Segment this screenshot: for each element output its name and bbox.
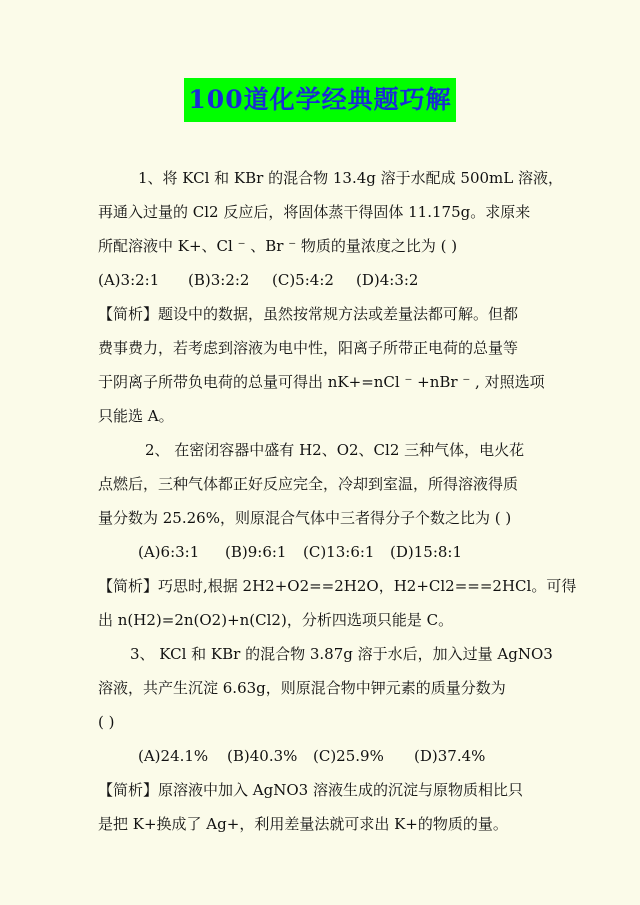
q2-analysis-line-1: 【简析】巧思时,根据 2H2+O2==2H2O，H2+Cl2===2HCl。可得	[98, 577, 577, 595]
q2-line-3: 量分数为 25.26%，则原混合气体中三者得分子个数之比为 ( )	[98, 509, 512, 527]
q3-line-3: ( )	[98, 713, 115, 731]
q1-option-c: (C)5:4:2	[272, 271, 334, 289]
q1-analysis-line-3: 于阴离子所带负电荷的总量可得出 nK+=nCl ⁻ +nBr ⁻ , 对照选项	[98, 373, 545, 391]
title-container	[0, 78, 640, 122]
q3-option-d: (D)37.4%	[414, 747, 486, 765]
q3-option-a: (A)24.1%	[138, 747, 209, 765]
q2-option-a: (A)6:3:1	[138, 543, 200, 561]
q1-option-d: (D)4:3:2	[356, 271, 419, 289]
q1-line-2: 再通入过量的 Cl2 反应后，将固体蒸干得固体 11.175g。求原来	[98, 203, 531, 221]
q3-option-c: (C)25.9%	[313, 747, 384, 765]
q2-option-d: (D)15:8:1	[390, 543, 463, 561]
q1-analysis-line-4: 只能选 A。	[98, 407, 174, 425]
q2-option-b: (B)9:6:1	[225, 543, 287, 561]
q2-analysis-line-2: 出 n(H2)=2n(O2)+n(Cl2)，分析四选项只能是 C。	[98, 611, 454, 629]
q3-analysis-line-1: 【简析】原溶液中加入 AgNO3 溶液生成的沉淀与原物质相比只	[98, 781, 523, 799]
q2-option-c: (C)13:6:1	[303, 543, 375, 561]
q1-option-b: (B)3:2:2	[188, 271, 250, 289]
q1-analysis-line-1: 【简析】题设中的数据，虽然按常规方法或差量法都可解。但都	[98, 305, 519, 323]
q3-option-b: (B)40.3%	[227, 747, 298, 765]
q3-line-1: 3、 KCl 和 KBr 的混合物 3.87g 溶于水后，加入过量 AgNO3	[130, 645, 553, 663]
q2-line-1: 2、 在密闭容器中盛有 H2、O2、Cl2 三种气体，电火花	[145, 441, 525, 459]
page-title: 100道化学经典题巧解	[184, 78, 455, 122]
q1-line-3: 所配溶液中 K+、Cl ⁻ 、Br ⁻ 物质的量浓度之比为 ( )	[98, 237, 458, 255]
q2-line-2: 点燃后，三种气体都正好反应完全，冷却到室温，所得溶液得质	[98, 475, 519, 493]
q1-analysis-line-2: 费事费力，若考虑到溶液为电中性，阳离子所带正电荷的总量等	[98, 339, 519, 357]
q3-analysis-line-2: 是把 K+换成了 Ag+，利用差量法就可求出 K+的物质的量。	[98, 815, 508, 833]
q3-line-2: 溶液，共产生沉淀 6.63g，则原混合物中钾元素的质量分数为	[98, 679, 506, 697]
q1-option-a: (A)3:2:1	[98, 271, 160, 289]
q1-line-1: 1、将 KCl 和 KBr 的混合物 13.4g 溶于水配成 500mL 溶液，	[138, 169, 563, 187]
